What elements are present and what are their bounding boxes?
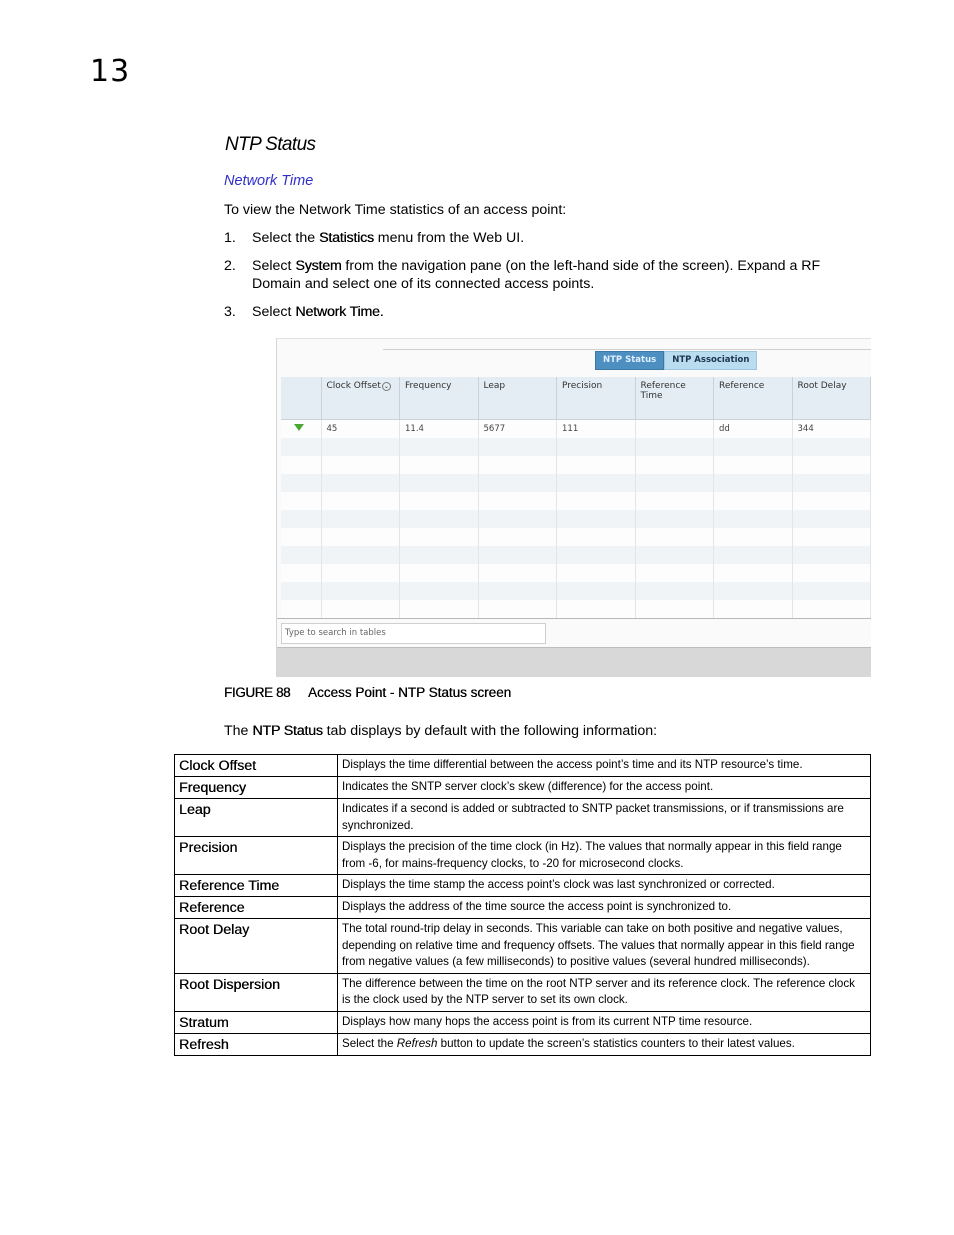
table-row-empty: [281, 582, 871, 600]
intro-keyword: NTP Status: [252, 723, 323, 739]
definition: Indicates if a second is added or subtracted to SNTP packet transmissions, or if transmissions are synchronized.: [338, 799, 871, 837]
definition: Displays how many hops the access point is from its current NTP time resource.: [338, 1011, 871, 1033]
term-leap: Leap: [175, 799, 338, 837]
divider: [277, 618, 871, 619]
cell-root-delay: 344: [792, 420, 871, 439]
step-keyword: Network Time.: [295, 304, 384, 320]
definition-text: Select the: [342, 1036, 397, 1050]
definition: The total round-trip delay in seconds. This variable can take on both positive and negative values, depending on relative time and frequency offsets. The values that normally appear in this field range from negative values (a few milliseconds) to positive values (several hundred milliseconds).: [338, 919, 871, 974]
refresh-keyword: Refresh: [396, 1036, 438, 1050]
definition-text: button to update the screen’s statistics counters to their latest values.: [437, 1036, 795, 1050]
table-search-input[interactable]: Type to search in tables: [281, 623, 546, 644]
term-root-delay: Root Delay: [175, 919, 338, 974]
table-row-empty: [281, 546, 871, 564]
table-row-empty: [281, 528, 871, 546]
table-row-empty: [281, 492, 871, 510]
term-frequency: Frequency: [175, 777, 338, 799]
table-row: [175, 973, 871, 1011]
cell-frequency: 11.4: [400, 420, 479, 439]
definition: Displays the address of the time source the access point is synchronized to.: [338, 897, 871, 919]
definition: Displays the time stamp the access point’s clock was last synchronized or corrected.: [338, 875, 871, 897]
definition: Displays the precision of the time clock (in Hz). The values that normally appear in this field range from -6, for mains-frequency clocks, to -20 for microsecond clocks.: [338, 837, 871, 875]
term-stratum: Stratum: [175, 1011, 338, 1033]
column-label: Clock Offset: [326, 381, 381, 391]
table-row: [175, 837, 871, 875]
column-header-frequency[interactable]: Frequency: [400, 377, 479, 420]
ntp-status-grid: [281, 377, 871, 618]
table-row-empty: [281, 510, 871, 528]
term-reference: Reference: [175, 897, 338, 919]
term-root-dispersion: Root Dispersion: [175, 973, 338, 1011]
table-row-empty: [281, 456, 871, 474]
column-header-status: [281, 377, 321, 420]
network-time-link[interactable]: Network Time: [224, 173, 314, 189]
tab-ntp-status[interactable]: NTP Status: [595, 351, 664, 370]
intro-text: To view the Network Time statistics of an access point:: [224, 202, 567, 218]
table-row-empty: [281, 474, 871, 492]
cell-reference-time: [635, 420, 714, 439]
section-title: NTP Status: [225, 134, 316, 155]
table-row: [175, 1033, 871, 1055]
step-text: Select: [252, 258, 296, 274]
table-intro: [224, 722, 657, 740]
step-text: menu from the Web UI.: [373, 230, 525, 246]
definitions-table: [174, 754, 871, 1056]
step-text: from the navigation pane (on the left-hand side of the screen). Expand a RF Domain and select one of its connected access points.: [252, 258, 821, 292]
definition: The difference between the time on the root NTP server and its reference clock. The reference clock is the clock used by the NTP server to set its own clock.: [338, 973, 871, 1011]
chapter-number: 13: [90, 54, 131, 89]
figure-label: FIGURE 88: [224, 685, 291, 700]
step-keyword: System: [295, 258, 342, 274]
column-header-clock-offset[interactable]: [321, 377, 400, 420]
cell-leap: 5677: [478, 420, 557, 439]
intro-text: tab displays by default with the following information:: [322, 723, 658, 739]
cell-clock-offset: 45: [321, 420, 400, 439]
table-row-empty: [281, 600, 871, 618]
sort-icon[interactable]: ⌄: [383, 383, 389, 390]
table-row: [175, 897, 871, 919]
step-text: Select the: [252, 230, 320, 246]
definition: [338, 1033, 871, 1055]
intro-text: The: [224, 723, 253, 739]
step-keyword: Statistics: [319, 230, 374, 246]
definition: Displays the time differential between the access point’s time and its NTP resource’s time.: [338, 755, 871, 777]
tab-bar: [595, 351, 757, 370]
table-row: [175, 875, 871, 897]
step-number: 2.: [224, 258, 236, 274]
table-row: [175, 777, 871, 799]
term-reference-time: Reference Time: [175, 875, 338, 897]
column-header-reference[interactable]: Reference: [714, 377, 793, 420]
definition: Indicates the SNTP server clock’s skew (difference) for the access point.: [338, 777, 871, 799]
figure-caption: [224, 685, 512, 700]
cell-precision: 111: [557, 420, 636, 439]
term-refresh: Refresh: [175, 1033, 338, 1055]
table-row: [175, 919, 871, 974]
table-row: [175, 755, 871, 777]
column-header-reference-time[interactable]: Reference Time: [635, 377, 714, 420]
table-row: [175, 799, 871, 837]
term-clock-offset: Clock Offset: [175, 755, 338, 777]
table-row[interactable]: [281, 420, 871, 439]
figure-caption-text: Access Point - NTP Status screen: [308, 685, 512, 700]
column-header-leap[interactable]: Leap: [478, 377, 557, 420]
table-row: [175, 1011, 871, 1033]
term-precision: Precision: [175, 837, 338, 875]
ntp-status-screenshot: [276, 338, 871, 677]
tab-ntp-association[interactable]: NTP Association: [664, 351, 757, 370]
divider: [383, 349, 871, 350]
column-header-precision[interactable]: Precision: [557, 377, 636, 420]
button-bar: [277, 647, 871, 677]
step-number: 3.: [224, 304, 236, 320]
step-number: 1.: [224, 230, 236, 246]
table-row-empty: [281, 438, 871, 456]
step-text: Select: [252, 304, 296, 320]
table-row-empty: [281, 564, 871, 582]
green-down-arrow-icon: [294, 424, 304, 431]
column-header-root-delay[interactable]: Root Delay: [792, 377, 871, 420]
cell-reference: dd: [714, 420, 793, 439]
